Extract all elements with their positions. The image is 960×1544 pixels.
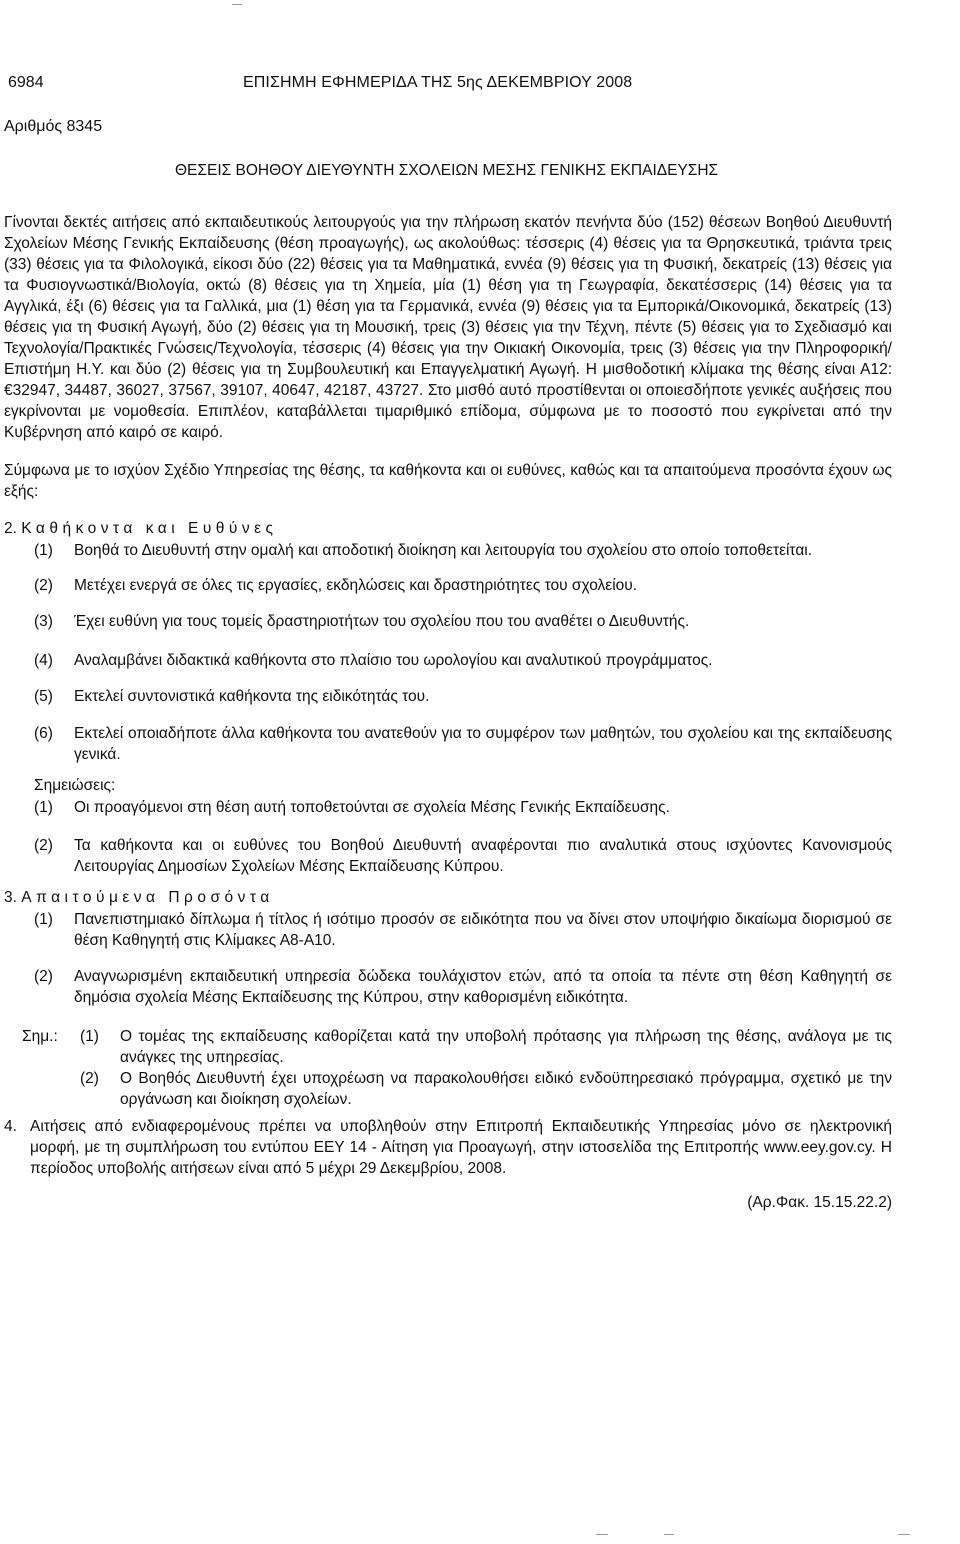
section-4	[4, 1116, 892, 1179]
notes-label: Σημειώσεις:	[34, 777, 116, 794]
document-title: ΘΕΣΕΙΣ ΒΟΗΘΟΥ ΔΙΕΥΘΥΝΤΗ ΣΧΟΛΕΙΩΝ ΜΕΣΗΣ ΓΕΝΙΚΗΣ ΕΚΠΑΙΔΕΥΣΗΣ	[175, 162, 719, 179]
note-number: (2)	[34, 837, 53, 854]
note-item	[34, 797, 892, 818]
item-number: (3)	[34, 613, 53, 630]
item-number: (1)	[34, 911, 53, 928]
item-number: (1)	[34, 542, 53, 559]
announcement-number: Αριθμός 8345	[4, 118, 103, 135]
sim-label: Σημ.:	[22, 1028, 58, 1045]
file-reference: (Αρ.Φακ. 15.15.22.2)	[747, 1194, 892, 1211]
section-title: Απαιτούμενα Προσόντα	[21, 889, 274, 906]
qualification-item	[34, 966, 892, 1008]
item-number: (6)	[34, 725, 53, 742]
section-2-heading	[4, 520, 278, 538]
note-number: (1)	[34, 799, 53, 816]
item-number: (5)	[34, 688, 53, 705]
section-number: 4.	[4, 1118, 17, 1135]
scan-mark-bottom	[898, 1534, 910, 1535]
section-4-text: Αιτήσεις από ενδιαφερομένους πρέπει να υποβληθούν στην Επιτροπή Εκπαιδευτικής Υπηρεσίας μόνο σε ηλεκτρονική μορφή, με τη συμπλήρωση του εντύπου ΕΕΥ 14 - Αίτηση για Προαγωγή, στην ιστοσελίδα της Επιτροπής www.eey.gov.cy. Η περίοδος υποβολής αιτήσεων είναι από 5 μέχρι 29 Δεκεμβρίου, 2008.	[30, 1118, 892, 1177]
item-number: (4)	[34, 652, 53, 669]
item-number: (2)	[34, 577, 53, 594]
sim-number: (1)	[80, 1028, 99, 1045]
duty-item	[34, 723, 892, 765]
scan-mark-top	[232, 4, 242, 5]
sim-number: (2)	[80, 1070, 99, 1087]
item-text: Έχει ευθύνη για τους τομείς δραστηριοτήτων του σχολείου που του αναθέτει ο Διευθυντής.	[74, 613, 690, 630]
scheme-paragraph: Σύμφωνα με το ισχύον Σχέδιο Υπηρεσίας της θέσης, τα καθήκοντα και οι ευθύνες, καθώς και τα απαιτούμενα προσόντα έχουν ως εξής:	[4, 462, 892, 500]
section-number: 2.	[4, 520, 17, 537]
note-item	[34, 835, 892, 877]
sim-text: Ο Βοηθός Διευθυντή έχει υποχρέωση να παρακολουθήσει ειδικό ενδοϋπηρεσιακό πρόγραμμα, σχετικό με την οργάνωση και διοίκηση σχολείων.	[120, 1070, 892, 1108]
sim-note	[34, 1068, 892, 1110]
item-text: Πανεπιστημιακό δίπλωμα ή τίτλος ή ισότιμο προσόν σε ειδικότητα που να δίνει στον υποψήφιο δικαίωμα διορισμού σε θέση Καθηγητή στις Κλίμακες Α8-Α10.	[74, 911, 892, 949]
sim-note	[22, 1026, 892, 1068]
qualification-item	[34, 909, 892, 951]
sim-text: Ο τομέας της εκπαίδευσης καθορίζεται κατά την υποβολή πρότασης για πλήρωση της θέσης, ανάλογα με τις ανάγκες της υπηρεσίας.	[120, 1028, 892, 1066]
duty-item	[34, 611, 892, 632]
duty-item	[34, 540, 892, 561]
item-text: Βοηθά το Διευθυντή στην ομαλή και αποδοτική διοίκηση και λειτουργία του σχολείου στο οποίο τοποθετείται.	[74, 542, 813, 559]
duty-item	[34, 575, 892, 596]
scan-mark-bottom	[664, 1534, 674, 1535]
duty-item	[34, 650, 892, 671]
duty-item	[34, 686, 892, 707]
item-text: Εκτελεί συντονιστικά καθήκοντα της ειδικότητάς του.	[74, 688, 430, 705]
note-text: Οι προαγόμενοι στη θέση αυτή τοποθετούνται σε σχολεία Μέσης Γενικής Εκπαίδευσης.	[74, 799, 670, 816]
item-text: Αναγνωρισμένη εκπαιδευτική υπηρεσία δώδεκα τουλάχιστον ετών, από τα οποία τα πέντε στη θέση Καθηγητή σε δημόσια σχολεία Μέσης Εκπαίδευσης της Κύπρου, στην καθορισμένη ειδικότητα.	[74, 968, 892, 1006]
note-text: Τα καθήκοντα και οι ευθύνες του Βοηθού Διευθυντή αναφέρονται πιο αναλυτικά στους ισχύοντες Κανονισμούς Λειτουργίας Δημοσίων Σχολείων Μέσης Εκπαίδευσης Κύπρου.	[74, 837, 892, 875]
section-number: 3.	[4, 889, 17, 906]
item-number: (2)	[34, 968, 53, 985]
section-title: Καθήκοντα και Ευθύνες	[21, 520, 278, 537]
section-3-heading	[4, 889, 274, 907]
item-text: Αναλαμβάνει διδακτικά καθήκοντα στο πλαίσιο του ωρολογίου και αναλυτικού προγράμματος.	[74, 652, 713, 669]
page-number: 6984	[8, 74, 44, 91]
item-text: Μετέχει ενεργά σε όλες τις εργασίες, εκδηλώσεις και δραστηριότητες του σχολείου.	[74, 577, 638, 594]
gazette-title: ΕΠΙΣΗΜΗ ΕΦΗΜΕΡΙΔΑ ΤΗΣ 5ης ΔΕΚΕΜΒΡΙΟΥ 2008	[243, 74, 633, 91]
item-text: Εκτελεί οποιαδήποτε άλλα καθήκοντα του ανατεθούν για το συμφέρον των μαθητών, του σχολείου και της εκπαίδευσης γενικά.	[74, 725, 892, 763]
scan-mark-bottom	[596, 1534, 608, 1535]
intro-paragraph: Γίνονται δεκτές αιτήσεις από εκπαιδευτικούς λειτουργούς για την πλήρωση εκατόν πενήντα δύο (152) θέσεων Βοηθού Διευθυντή Σχολείων Μέσης Γενικής Εκπαίδευσης (θέση προαγωγής), ως ακολούθως: τέσσερις (4) θέσεις για τα Θρησκευτικά, τριάντα τρεις (33) θέσεις για τα Φιλολογικά, είκοσι δύο (22) θέσεις για τα Μαθηματικά, εννέα (9) θέσεις για τη Φυσική, δεκατρείς (13) θέσεις για τα Φυσιογνωστικά/Βιολογία, οκτώ (8) θέσεις για τη Χημεία, μία (1) θέση για τη Γεωγραφία, δεκατέσσερις (14) θέσεις για τα Αγγλικά, έξι (6) θέσεις για τα Γαλλικά, μια (1) θέση για τα Γερμανικά, εννέα (9) θέσεις για τα Εμπορικά/Οικονομικά, δεκατρείς (13) θέσεις για τη Φυσική Αγωγή, δύο (2) θέσεις για τη Μουσική, τρεις (3) θέσεις για την Τέχνη, πέντε (5) θέσεις για το Σχεδιασμό και Τεχνολογία/Πρακτικές Γνώσεις/Τεχνολογία, τέσσερις (4) θέσεις για την Οικιακή Οικονομία, τρεις (3) θέσεις για την Πληροφορική/Επιστήμη Η.Υ. και δύο (2) θέσεις για τη Συμβουλευτική και Επαγγελματική Αγωγή. Η μισθοδοτική κλίμακα της θέσης είναι Α12: €32947, 34487, 36027, 37567, 39107, 40647, 42187, 43727. Στο μισθό αυτό προστίθενται οι οποιεσδήποτε γενικές αυξήσεις που εγκρίνονται με νομοθεσία. Επιπλέον, καταβάλλεται τιμαριθμικό επίδομα, σύμφωνα με το ποσοστό που εγκρίνεται από την Κυβέρνηση από καιρό σε καιρό.	[4, 214, 892, 441]
